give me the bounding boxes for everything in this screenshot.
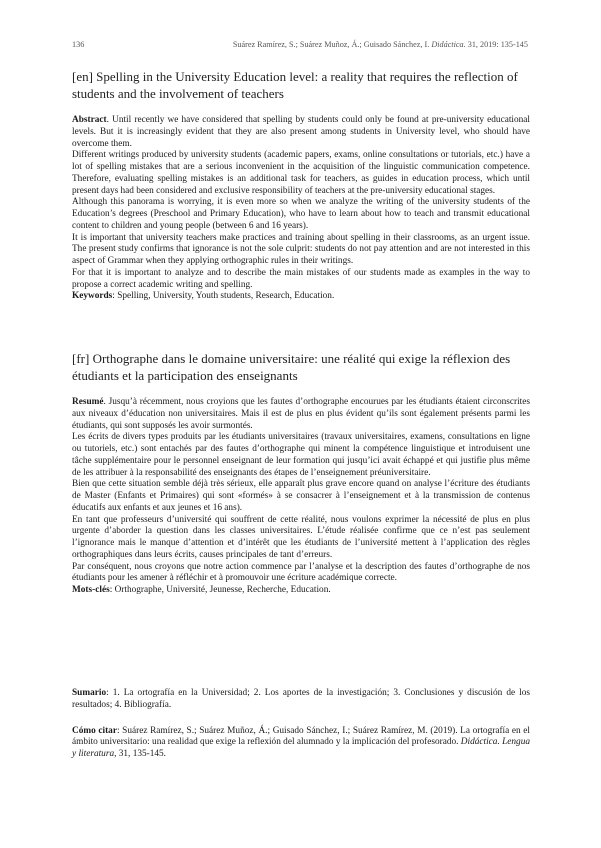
french-abstract-paragraph [72, 397, 530, 432]
citation-issue: 31, 135-145. [116, 749, 167, 759]
running-title [233, 40, 528, 49]
running-title-journal: Didáctica. [431, 40, 466, 49]
page-number: 136 [72, 40, 85, 49]
english-abstract-paragraph: Different writings produced by university students (academic papers, exams, online consultations or tutorials, etc.) have a lot of spelling mistakes that are a serious inconvenient in the acquisition of the linguistic communication competence. Therefore, evaluating spelling mistakes is an additional task for teachers, as guides in education process, which until present days had been considered and exclusive responsibility of teachers at the pre-university educational stages. [72, 150, 530, 196]
english-abstract-text: . Until recently we have considered that spelling by students could only be found at pre-university educational levels. But it is increasingly evident that they are also present among students in University level, who should have overcome them. [72, 115, 530, 149]
english-title: [en] Spelling in the University Education level: a reality that requires the reflection of students and the involvement of teachers [72, 69, 518, 101]
citation-label: Cómo citar [72, 725, 117, 736]
french-abstract [72, 397, 530, 597]
french-abstract-paragraph: Par conséquent, nous croyons que notre action commence par l’analyse et la description des fautes d’orthographe de nos étudiants pour les amener à réfléchir et à promouvoir une écriture académique correcte. [72, 561, 530, 584]
citation-journal: Didáctica. Lengua y literatura, [72, 737, 530, 759]
english-abstract-paragraph: For that it is important to analyze and to describe the main mistakes of our students made as examples in the way to propose a correct academic writing and spelling. [72, 267, 530, 290]
page-header [72, 40, 528, 52]
resume-label: Resumé [72, 397, 104, 407]
french-abstract-paragraph: En tant que professeurs d’université qui souffrent de cette réalité, nous voulons exprimer la nécessité de plus en plus urgente d’aborder la question dans les classes universitaires. L’étude réalisée confirme que ce n’est pas seulement l’ignorance mais le manque d’attention et d’intérêt que les étudiants de l’université mettent à l’application des règles orthographiques dans leurs écrits, causes principales de tant d’erreurs. [72, 514, 530, 560]
running-title-issue: 31, 2019: 135-145 [467, 40, 528, 49]
english-abstract-paragraph [72, 115, 530, 150]
english-keywords [72, 291, 530, 303]
english-abstract-paragraph: It is important that university teachers make practices and training about spelling in their classrooms, as an urgent issue. The present study confirms that ignorance is not the sole culprit: students do not pay attention and are not interested in this aspect of Grammar when they applying orthographic rules in their writings. [72, 232, 530, 266]
english-abstract-paragraph: Although this panorama is worrying, it is even more so when we analyze the writing of the university students of the Education’s degrees (Preschool and Primary Education), who have to learn about how to teach and transmit educational content to children and young people (between 6 and 16 years). [72, 197, 530, 231]
keywords-text: : Spelling, University, Youth students, Research, Education. [112, 291, 335, 302]
summary-and-citation [72, 688, 530, 761]
mots-cles-label: Mots-clés [72, 585, 110, 595]
abstract-label: Abstract [72, 115, 107, 125]
french-abstract-section [72, 350, 530, 597]
french-keywords [72, 585, 530, 597]
keywords-label: Keywords [72, 291, 113, 302]
mots-cles-text: : Orthographe, Université, Jeunesse, Recherche, Education. [109, 585, 331, 595]
summary [72, 688, 530, 712]
citation [72, 726, 530, 761]
english-abstract [72, 115, 530, 303]
french-abstract-text: . Jusqu’à récemment, nous croyions que les fautes d’orthographe encourues par les étudiants étaient circonscrites aux niveaux d’éducation non universitaires. Mais il est de plus en plus évident qu’ils sont également présents parmi les étudiants, qui sont supposés les avoir surmontés. [72, 397, 530, 431]
citation-text: : Suárez Ramírez, S.; Suárez Muñoz, Á.; Guisado Sánchez, I.; Suárez Ramírez, M. (2019). La ortografía en el ámbito universitario: una realidad que exige la reflexión del alumnado y la implicación del profesorado. [72, 725, 530, 748]
english-abstract-section [72, 68, 530, 303]
summary-text: : 1. La ortografía en la Universidad; 2. Los aportes de la investigación; 3. Conclusiones y discusión de los resultados; 4. Bibliografía. [72, 688, 530, 710]
summary-label: Sumario [72, 688, 107, 698]
french-abstract-paragraph: Bien que cette situation semble déjà très sérieux, elle apparaît plus grave encore quand on analyse l’écriture des étudiants de Master (Enfants et Primaires) qui sont «formés» à se consacrer à l’enseignement et à la transmission de contenus éducatifs aux enfants et aux jeunes et 16 ans). [72, 479, 530, 513]
running-title-authors: Suárez Ramírez, S.; Suárez Muñoz, Á.; Guisado Sánchez, I. [232, 40, 430, 49]
french-abstract-paragraph: Les écrits de divers types produits par les étudiants universitaires (travaux universitaires, examens, consultations en ligne ou tutoriels, etc.) sont entachés par des fautes d’orthographe qui minent la compétence linguistique et introduisent une tâche supplémentaire pour le personnel enseignant de leur formation qui jusqu’ici avait échappé et qui justifie plus même de les attribuer à la responsabilité des enseignants des étapes de l’enseignement préuniversitaire. [72, 432, 530, 478]
french-title: [fr] Orthographe dans le domaine universitaire: une réalité qui exige la réflexion des étudiants et la participation des enseignants [72, 351, 511, 383]
